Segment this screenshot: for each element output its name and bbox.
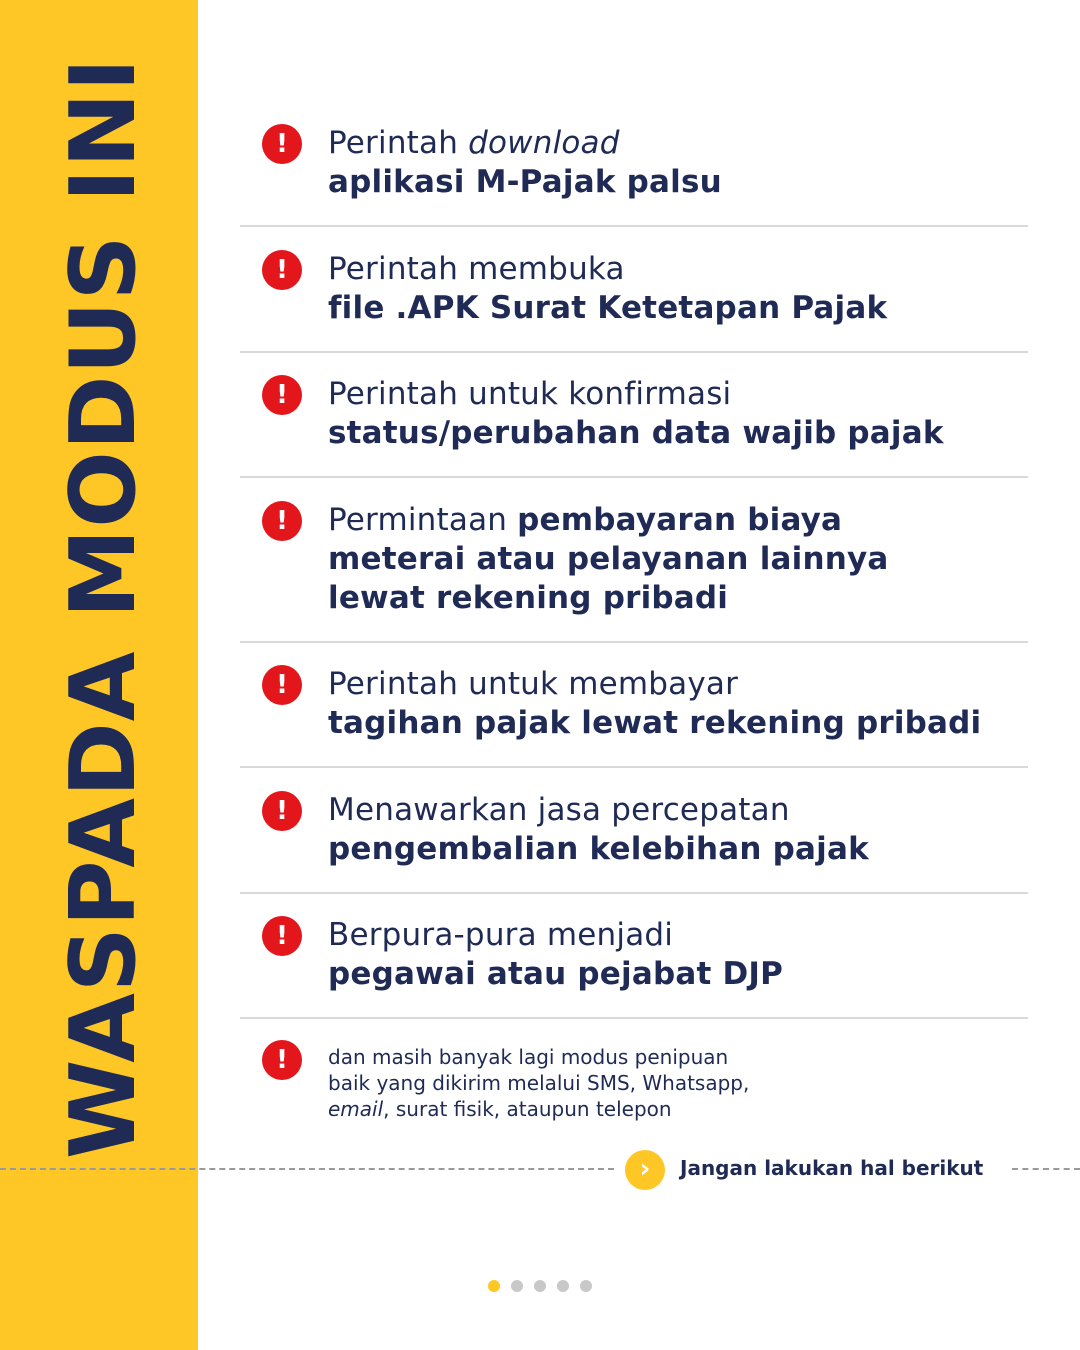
divider <box>240 351 1028 353</box>
warning-line2: aplikasi M-Pajak palsu <box>328 164 722 200</box>
warning-line1: Perintah untuk konfirmasi <box>328 376 732 412</box>
exclamation-circle-icon: ! <box>262 124 302 164</box>
footnote-line2: baik yang dikirim melalui SMS, Whatsapp, <box>328 1071 750 1095</box>
warning-text <box>328 665 981 743</box>
warning-text <box>328 250 887 328</box>
exclamation-circle-icon: ! <box>262 791 302 831</box>
warning-line1-italic: download <box>468 125 620 161</box>
warning-line2: status/perubahan data wajib pajak <box>328 415 944 451</box>
pager-dot[interactable] <box>580 1280 592 1292</box>
pager-dot[interactable] <box>557 1280 569 1292</box>
divider <box>240 1017 1028 1019</box>
warning-line1: Perintah untuk membayar <box>328 666 739 702</box>
warning-line1: Permintaan <box>328 502 518 538</box>
footnote-line3-italic: email <box>328 1097 384 1121</box>
divider <box>240 641 1028 643</box>
chevron-right-icon: › <box>639 1154 651 1184</box>
divider <box>240 476 1028 478</box>
exclamation-circle-icon: ! <box>262 375 302 415</box>
warning-text <box>328 916 783 994</box>
warning-line1: Perintah <box>328 125 469 161</box>
vertical-title: WASPADA MODUS INI <box>51 56 156 1160</box>
warning-line2: pengembalian kelebihan pajak <box>328 831 869 867</box>
warning-text <box>328 124 722 202</box>
dashed-divider-right <box>1012 1168 1080 1170</box>
dashed-divider-left <box>0 1168 614 1170</box>
warning-line1-bold: pembayaran biaya <box>517 502 843 538</box>
warning-line2: tagihan pajak lewat rekening pribadi <box>328 705 982 741</box>
exclamation-circle-icon: ! <box>262 665 302 705</box>
exclamation-circle-icon: ! <box>262 250 302 290</box>
pager-dot[interactable] <box>488 1280 500 1292</box>
footnote-line1: dan masih banyak lagi modus penipuan <box>328 1045 729 1069</box>
warning-text <box>328 375 944 453</box>
next-button[interactable] <box>625 1150 665 1190</box>
warning-line2: meterai atau pelayanan lainnya <box>328 541 889 577</box>
divider <box>240 225 1028 227</box>
warning-line1: Menawarkan jasa percepatan <box>328 792 790 828</box>
footnote-text <box>328 1044 749 1122</box>
pager-dot[interactable] <box>534 1280 546 1292</box>
footnote-line3: , surat fisik, ataupun telepon <box>383 1097 672 1121</box>
warning-text <box>328 791 869 869</box>
divider <box>240 892 1028 894</box>
exclamation-circle-icon: ! <box>262 501 302 541</box>
warning-line1: Perintah membuka <box>328 251 625 287</box>
warning-line1: Berpura-pura menjadi <box>328 917 674 953</box>
warning-line3: lewat rekening pribadi <box>328 580 729 616</box>
divider <box>240 766 1028 768</box>
warning-text <box>328 501 889 618</box>
sidebar <box>0 0 198 1350</box>
exclamation-circle-icon: ! <box>262 916 302 956</box>
warning-line2: file .APK Surat Ketetapan Pajak <box>328 290 888 326</box>
warning-line2: pegawai atau pejabat DJP <box>328 956 784 992</box>
next-label[interactable]: Jangan lakukan hal berikut <box>680 1156 984 1180</box>
exclamation-circle-icon: ! <box>262 1040 302 1080</box>
pager-dot[interactable] <box>511 1280 523 1292</box>
